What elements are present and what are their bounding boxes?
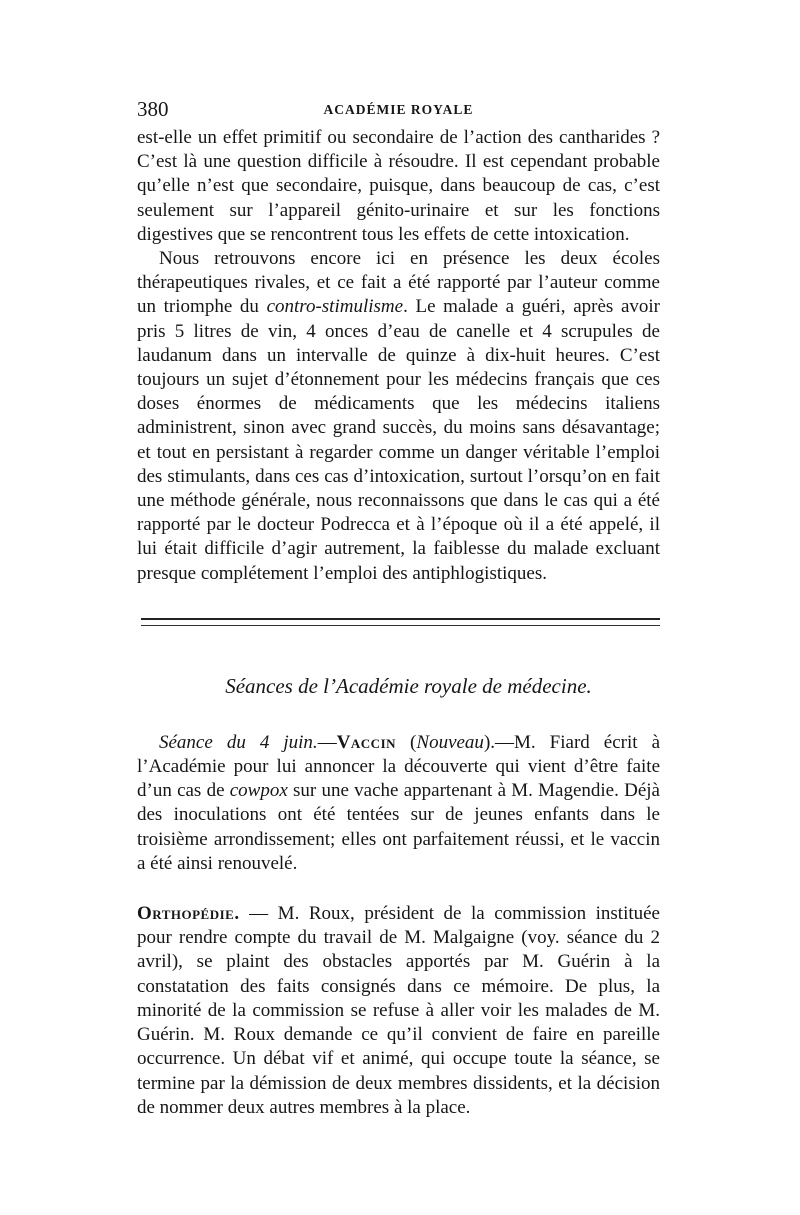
section-divider — [137, 618, 660, 632]
ecoles-paragraph — [137, 247, 660, 586]
seance-paragraph — [137, 731, 660, 876]
cowpox-term: cowpox — [229, 780, 288, 802]
ecoles-text-start: Nous retrouvons encore ici en présence les deux écoles thérapeutiques rivales, et ce fait a été rapporté par l’auteur comme un triomphe du — [137, 248, 660, 318]
intro-paragraph: est-elle un effet primitif ou secondaire de l’action des cantharides ? C’est là une question difficile à résoudre. Il est cependant probable qu’elle n’est que secondaire, puisque, dans beaucoup de cas, c’est seulement sur l’appareil génito-urinaire et sur les fonctions digestives que se rencontrent tous les effets de cette intoxication. — [137, 127, 660, 245]
seance-dash: — — [317, 731, 337, 753]
book-page — [137, 96, 660, 1120]
section-heading: Séances de l’Académie royale de médecine. — [225, 673, 592, 698]
nouveau-note: Nouveau — [416, 731, 484, 753]
orthopedie-topic: Orthopédie. — [137, 903, 240, 925]
seance-open-paren: ( — [396, 731, 417, 753]
page-number: 380 — [137, 97, 169, 121]
running-title: ACADÉMIE ROYALE — [323, 102, 474, 117]
orthopedie-paragraph — [137, 902, 660, 1120]
divider-thin-rule — [141, 625, 660, 626]
orthopedie-text: — M. Roux, président de la commission instituée pour rendre compte du travail de M. Malgaigne (voy. séance du 2 avril), se plaint des obstacles apportés par M. Guérin à la constatation des faits consignés dans ce mémoire. De plus, la minorité de la commission se refuse à aller voir les malades de M. Guérin. M. Roux demande ce qu’il convient de faire en pareille occurrence. Un débat vif et animé, qui occupe toute la séance, se termine par la démission de deux membres dissidents, et la décision de nommer deux autres membres à la place. — [137, 903, 660, 1118]
vaccin-topic: Vaccin — [336, 731, 397, 753]
ecoles-text-rest: . Le malade a guéri, après avoir pris 5 litres de vin, 4 onces d’eau de canelle et 4 scrupules de laudanum dans un intervalle de quinze à dix-huit heures. C’est toujours un sujet d’étonnement pour les médecins français que ces doses énormes de médicaments que les médecins italiens administrent, sinon avec grand succès, du moins sans désavantage; et tout en persistant à regarder comme un danger véritable l’emploi des stimulants, dans ces cas d’intoxication, surtout l’orsqu’on en fait une méthode générale, nous reconnaissons que dans le cas qui a été rapporté par le docteur Podrecca et à l’époque où il a été appelé, il lui était difficile d’agir autrement, la faiblesse du malade excluant presque complétement l’emploi des antiphlogistiques. — [137, 296, 660, 584]
running-head — [137, 96, 660, 124]
seance-text: ).—M. Fiard écrit à l’Académie pour lui annoncer la découverte qui vient d’être faite d’un cas de — [137, 731, 661, 802]
seance-text-rest: sur une vache appartenant à M. Magendie. Déjà des inoculations ont été tentées sur de jeunes enfants dans le troisième arrondissement; elles ont parfaitement réussi, et le vaccin a été ainsi renouvelé. — [137, 780, 660, 874]
divider-thick-rule — [141, 618, 660, 620]
contro-stimulisme-term: contro-stimulisme — [266, 296, 404, 318]
seance-date: Séance du 4 juin. — [159, 731, 318, 753]
